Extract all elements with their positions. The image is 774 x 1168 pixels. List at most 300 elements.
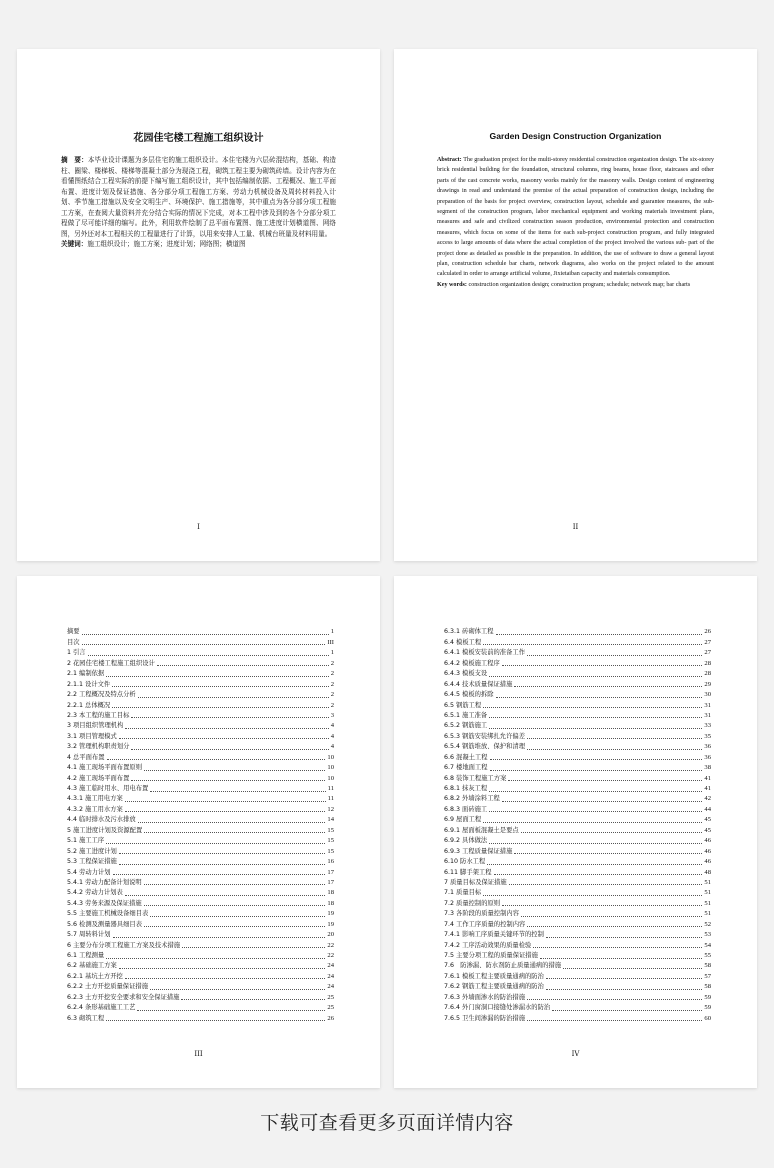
toc-entry-page: 30 <box>704 691 711 699</box>
toc-entry-label: 6.9 屋面工程 <box>444 816 482 824</box>
toc-entry <box>444 971 711 981</box>
toc-entry-page: 2 <box>330 691 334 699</box>
toc-entry-label: 5.6 检测及测量器具细目表 <box>67 920 142 928</box>
page-title-chinese: 花园佳宅楼工程施工组织设计 <box>133 133 264 144</box>
toc-entry-page: 36 <box>704 753 711 761</box>
toc-entry-label: 6.5.1 施工准备 <box>444 711 488 719</box>
toc-leader-dots <box>157 665 329 666</box>
toc-leader-dots <box>563 968 702 969</box>
toc-leader-dots <box>552 1010 702 1011</box>
toc-entry-page: 24 <box>327 972 334 980</box>
toc-entry-label: 6.9.2 具体做法 <box>444 837 488 845</box>
toc-entry-label: 4.1 施工现场平面布置原则 <box>67 764 142 772</box>
toc-entry <box>444 815 711 825</box>
toc-leader-dots <box>125 811 326 812</box>
toc-leader-dots <box>496 697 703 698</box>
table-of-contents <box>444 627 711 1024</box>
toc-leader-dots <box>527 926 702 927</box>
toc-entry-page: 35 <box>704 732 711 740</box>
toc-entry <box>67 982 334 992</box>
toc-leader-dots <box>138 697 329 698</box>
toc-entry <box>67 1013 334 1023</box>
toc-entry-page: 36 <box>704 743 711 751</box>
toc-entry-label: 6.5 钢筋工程 <box>444 701 482 709</box>
toc-entry <box>67 909 334 919</box>
toc-entry-page: 12 <box>327 805 334 813</box>
toc-entry-page: 44 <box>704 805 711 813</box>
toc-entry <box>67 857 334 867</box>
toc-leader-dots <box>144 884 326 885</box>
toc-leader-dots <box>521 832 703 833</box>
toc-entry-page: 10 <box>327 764 334 772</box>
toc-entry <box>67 836 334 846</box>
toc-entry <box>67 919 334 929</box>
toc-leader-dots <box>483 644 702 645</box>
toc-entry-label: 2 花园佳宅楼工程施工组织设计 <box>67 659 155 667</box>
abstract-english <box>437 155 714 290</box>
toc-entry <box>444 690 711 700</box>
toc-leader-dots <box>489 676 702 677</box>
toc-entry-page: 14 <box>327 816 334 824</box>
toc-leader-dots <box>490 759 703 760</box>
toc-leader-dots <box>125 801 326 802</box>
toc-entry-label: 3.2 管理机构职责划分 <box>67 743 130 751</box>
toc-leader-dots <box>88 655 329 656</box>
toc-entry <box>67 804 334 814</box>
toc-entry-page: 16 <box>327 858 334 866</box>
toc-leader-dots <box>540 958 703 959</box>
toc-entry-page: 45 <box>704 826 711 834</box>
toc-entry <box>67 971 334 981</box>
toc-entry-label: 7 质量目标及保证措施 <box>444 878 507 886</box>
toc-entry-page: 4 <box>330 732 334 740</box>
toc-leader-dots <box>119 738 329 739</box>
toc-entry-page: 54 <box>704 941 711 949</box>
toc-entry-page: 27 <box>704 649 711 657</box>
toc-entry-label: 3 项目组织管理机构 <box>67 722 124 730</box>
toc-entry-page: 10 <box>327 753 334 761</box>
toc-entry-label: 6.8 装饰工程施工方案 <box>444 774 507 782</box>
toc-leader-dots <box>106 958 325 959</box>
toc-entry <box>444 825 711 835</box>
toc-entry-label: 6.3.1 砖砌体工程 <box>444 628 494 636</box>
toc-entry <box>67 752 334 762</box>
toc-entry-page: 19 <box>327 910 334 918</box>
toc-entry-page: 29 <box>704 680 711 688</box>
toc-entry <box>67 878 334 888</box>
toc-entry-page: 2 <box>330 670 334 678</box>
toc-leader-dots <box>125 978 326 979</box>
toc-entry-label: 6.7 楼地面工程 <box>444 764 488 772</box>
toc-entry-page: III <box>327 638 334 646</box>
toc-leader-dots <box>138 822 326 823</box>
toc-entry <box>67 1003 334 1013</box>
toc-leader-dots <box>546 978 703 979</box>
abstract-label: 摘 要： <box>61 156 88 164</box>
toc-entry-label: 5.4.2 劳动力计划表 <box>67 889 123 897</box>
toc-entry-page: 46 <box>704 858 711 866</box>
toc-leader-dots <box>489 728 702 729</box>
document-page-4 <box>394 576 757 1088</box>
toc-entry <box>444 878 711 888</box>
page-number: I <box>197 523 200 531</box>
toc-entry-label: 6.6 混凝土工程 <box>444 753 488 761</box>
toc-leader-dots <box>144 770 325 771</box>
toc-entry-label: 5.4.1 劳动力配备计划说明 <box>67 878 142 886</box>
toc-entry <box>444 1013 711 1023</box>
abstract-text: The graduation project for the multi-storey residential construction organization design. The six-storey brick residential building for the foundation, structural columns, ring beams, house floor, staircases and other parts of the cast concrete works, masonry works mainly for the masonry walls. Design content of engineering drawings in read and understand the premise of the actual preparation of construction design, including the preparation of the basis for project overview, construction layout, schedule and guarantee measures, the sub-segment of the construction program, labor mechanical equipment and working materials investment plans, measures and safe and civilized construction season production, environmental protection and construction measures, which focus on some of the items for each sub-project construction program, and fully integrated access to large amounts of data where the actual completion of the project involved the various sub- part of the project done as detailed as possible in the preparation. In addition, the use of software to draw a general layout plan, construction schedule bar charts, network diagrams, also works on the project related to the amount calculated in order to arrange artificial volume, Jixietaiban capacity and materials consumption. <box>437 157 714 278</box>
toc-entry-label: 6.9.1 屋面板混凝土是要点 <box>444 826 519 834</box>
toc-entry-page: 59 <box>704 993 711 1001</box>
toc-entry-page: 2 <box>330 701 334 709</box>
toc-entry-page: 26 <box>327 1014 334 1022</box>
toc-entry <box>444 1003 711 1013</box>
toc-leader-dots <box>483 707 702 708</box>
toc-entry-page: 58 <box>704 983 711 991</box>
toc-entry-label: 2.2 工程概况及特点分析 <box>67 691 136 699</box>
toc-entry <box>67 846 334 856</box>
toc-entry-label: 6.2.3 土方开挖安全要求和安全保证措施 <box>67 993 180 1001</box>
toc-entry-label: 4 总平面布置 <box>67 753 105 761</box>
toc-entry <box>67 679 334 689</box>
toc-leader-dots <box>107 759 326 760</box>
toc-entry-page: 3 <box>330 711 334 719</box>
toc-leader-dots <box>82 644 326 645</box>
toc-entry-page: 22 <box>327 952 334 959</box>
toc-leader-dots <box>533 947 702 948</box>
toc-leader-dots <box>502 665 703 666</box>
toc-entry-page: 57 <box>704 972 711 980</box>
toc-leader-dots <box>113 874 326 875</box>
toc-leader-dots <box>125 728 328 729</box>
toc-entry-page: 15 <box>327 847 334 855</box>
toc-entry-page: 51 <box>704 899 711 907</box>
toc-entry <box>444 637 711 647</box>
toc-entry <box>67 888 334 898</box>
toc-entry <box>444 898 711 908</box>
toc-entry-label: 6.1 工程测量 <box>67 952 105 959</box>
toc-entry-label: 6.9.3 工程质量保证措施 <box>444 847 513 855</box>
toc-entry-label: 6.5.3 钢筋安装绑扎允许偏差 <box>444 732 525 740</box>
toc-entry-label: 6.4.2 模板施工程序 <box>444 659 500 667</box>
toc-entry-label: 摘要 <box>67 628 80 636</box>
toc-entry-label: 6.2.2 土方开挖质量保证措施 <box>67 983 148 991</box>
toc-leader-dots <box>150 916 325 917</box>
toc-entry-label: 6.4.1 模板安装前的准备工作 <box>444 649 525 657</box>
toc-leader-dots <box>144 926 325 927</box>
toc-entry-page: 22 <box>327 941 334 949</box>
toc-entry <box>444 752 711 762</box>
toc-entry <box>67 711 334 721</box>
toc-entry-page: 28 <box>704 659 711 667</box>
toc-entry-label: 6.5.4 钢筋堆放、保护和清理 <box>444 743 525 751</box>
toc-leader-dots <box>144 905 326 906</box>
toc-entry-page: 17 <box>327 878 334 886</box>
toc-entry-page: 51 <box>704 889 711 897</box>
toc-leader-dots <box>514 686 702 687</box>
toc-entry-label: 6 主要分布分项工程施工方案及技术措施 <box>67 941 181 949</box>
abstract-text: 本毕业设计课题为多层住宅的施工组织设计。本住宅楼为六层砖混结构，基础、构造柱、圈梁、楼梯板、楼梯等混凝土部分为现浇工程，砌筑工程主要为砌筑砖墙。设计内容为在看懂图纸结合工程实际的前提下编写施工组织设计，其中包括编制依据、工程概况、施工平面布置、进度计划及保证措施、各分部分项工程施工方案、劳动力机械设备及周转材料投入计划、季节施工措施以及安全文明生产、环境保护、施工措施等，其中重点为各分部分项工程施工方案，在查阅大量资料并充分结合实际的情况下完成，对本工程中涉及到的各个分部分项工程做了尽可能详细的编写。此外，利用软件绘制了总平面布置图、施工进度计划横道图、网络图，另外还对本工程相关的工程量进行了计算，以用来安排人工量、机械台班量及材料用量。 <box>61 156 337 238</box>
toc-leader-dots <box>483 895 702 896</box>
toc-entry <box>444 836 711 846</box>
toc-leader-dots <box>112 686 328 687</box>
keywords-text: 施工组织设计；施工方案；进度计划；网络图；横道图 <box>87 240 246 248</box>
toc-entry-page: 24 <box>327 962 334 970</box>
toc-entry <box>444 930 711 940</box>
toc-entry-page: 19 <box>327 920 334 928</box>
toc-entry-page: 41 <box>704 785 711 792</box>
toc-entry-page: 33 <box>704 722 711 730</box>
toc-entry-label: 6.8.1 抹灰工程 <box>444 785 488 792</box>
toc-entry-page: 11 <box>327 795 334 803</box>
toc-leader-dots <box>489 717 702 718</box>
toc-entry-page: 26 <box>704 628 711 636</box>
toc-leader-dots <box>509 884 703 885</box>
toc-entry-label: 7.3 各阶段的质量控制内容 <box>444 910 519 918</box>
toc-entry-page: 31 <box>704 701 711 709</box>
document-page-3 <box>17 576 380 1088</box>
toc-entry <box>444 919 711 929</box>
toc-entry-label: 6.2.1 基坑土方开挖 <box>67 972 123 980</box>
toc-entry-label: 6.8.2 外墙涂料工程 <box>444 795 500 803</box>
toc-leader-dots <box>489 843 702 844</box>
toc-entry <box>67 825 334 835</box>
toc-entry <box>444 679 711 689</box>
toc-entry-label: 7.4.1 影响工序质量关键环节的控制 <box>444 931 544 939</box>
toc-leader-dots <box>106 676 328 677</box>
toc-entry-label: 4.3 施工临时用水、用电布置 <box>67 785 149 792</box>
toc-entry-label: 6.2 基础施工方案 <box>67 962 117 970</box>
toc-leader-dots <box>527 1020 702 1021</box>
toc-entry-label: 2.3 本工程的施工目标 <box>67 711 130 719</box>
toc-entry <box>444 804 711 814</box>
toc-entry-label: 5.1 施工工序 <box>67 837 105 845</box>
toc-entry <box>444 846 711 856</box>
toc-entry-label: 7.4.2 工序活动效果的质量检验 <box>444 941 532 949</box>
toc-entry <box>444 784 711 794</box>
keywords-chinese <box>61 239 336 250</box>
toc-leader-dots <box>527 999 702 1000</box>
toc-entry <box>67 794 334 804</box>
toc-entry-page: 15 <box>327 826 334 834</box>
toc-leader-dots <box>137 1010 325 1011</box>
toc-entry-label: 5.4 劳动力计划 <box>67 868 111 876</box>
toc-leader-dots <box>508 780 702 781</box>
toc-entry <box>67 951 334 961</box>
toc-entry-label: 4.2 施工现场平面布置 <box>67 774 130 782</box>
toc-entry-page: 25 <box>327 993 334 1001</box>
toc-entry-label: 目次 <box>67 638 80 646</box>
toc-entry-page: 58 <box>704 962 711 970</box>
toc-entry <box>67 930 334 940</box>
toc-entry-label: 2.2.1 总体概况 <box>67 701 111 709</box>
toc-leader-dots <box>119 853 326 854</box>
toc-entry <box>444 794 711 804</box>
toc-entry-label: 7.1 质量目标 <box>444 889 482 897</box>
toc-entry-page: 18 <box>327 899 334 907</box>
toc-leader-dots <box>502 801 703 802</box>
toc-entry-label: 5.7 周转料计划 <box>67 931 111 939</box>
toc-entry-page: 41 <box>704 774 711 782</box>
toc-entry-page: 38 <box>704 764 711 772</box>
toc-entry-page: 10 <box>327 774 334 782</box>
toc-entry <box>444 909 711 919</box>
toc-entry-label: 7.6.5 卫生间渗漏的防治措施 <box>444 1014 525 1022</box>
table-of-contents <box>67 627 334 1024</box>
toc-entry <box>444 867 711 877</box>
toc-entry <box>444 992 711 1002</box>
toc-entry-page: 59 <box>704 1004 711 1012</box>
toc-entry <box>67 648 334 658</box>
toc-entry-label: 7.6.3 外墙面渗水的防治措施 <box>444 993 525 1001</box>
toc-entry-page: 1 <box>330 628 334 636</box>
toc-leader-dots <box>527 655 702 656</box>
toc-entry-page: 4 <box>330 722 334 730</box>
toc-leader-dots <box>527 738 702 739</box>
keywords-label: Key words: <box>437 281 467 288</box>
toc-entry-page: 2 <box>330 659 334 667</box>
toc-entry-label: 7.5 主要分项工程的质量保证措施 <box>444 952 538 959</box>
toc-entry-page: 2 <box>330 680 334 688</box>
toc-entry-label: 6.2.4 条形基础施工工艺 <box>67 1004 136 1012</box>
toc-leader-dots <box>514 853 702 854</box>
toc-leader-dots <box>487 864 702 865</box>
toc-entry-label: 7.4 工作工序质量的控制内容 <box>444 920 526 928</box>
toc-entry-label: 1 引言 <box>67 649 86 657</box>
toc-entry-label: 7.6.1 模板工程主要质量通病的防治 <box>444 972 544 980</box>
toc-leader-dots <box>119 968 326 969</box>
download-caption: 下载可查看更多页面详情内容 <box>260 1112 514 1134</box>
page-title-english: Garden Design Construction Organization <box>489 131 662 141</box>
abstract-chinese <box>61 155 336 250</box>
toc-leader-dots <box>489 811 702 812</box>
toc-entry <box>67 992 334 1002</box>
toc-entry-label: 6.4.4 技术质量保证措施 <box>444 680 513 688</box>
toc-entry-label: 7.6.4 外门窗洞口接缝处渗漏水的防治 <box>444 1004 551 1012</box>
document-page-1 <box>17 49 380 561</box>
toc-entry-page: 1 <box>330 649 334 657</box>
toc-entry-label: 5.2 施工进度计划 <box>67 847 117 855</box>
toc-leader-dots <box>527 749 702 750</box>
toc-entry-label: 4.3.1 施工用电方案 <box>67 795 123 803</box>
toc-entry-label: 2.1.1 设计文件 <box>67 680 111 688</box>
toc-leader-dots <box>546 937 703 938</box>
toc-leader-dots <box>106 1020 325 1021</box>
toc-entry <box>67 637 334 647</box>
toc-leader-dots <box>546 989 703 990</box>
toc-entry-page: 60 <box>704 1014 711 1022</box>
page-number: II <box>572 523 579 531</box>
toc-entry <box>67 763 334 773</box>
toc-entry-page: 25 <box>327 1004 334 1012</box>
toc-entry-label: 6.4.3 模板支设 <box>444 670 488 678</box>
toc-entry-page: 24 <box>327 983 334 991</box>
toc-entry <box>67 627 334 637</box>
document-page-2 <box>394 49 757 561</box>
toc-entry <box>444 669 711 679</box>
toc-entry-page: 4 <box>330 743 334 751</box>
toc-entry-label: 5.3 工程保证措施 <box>67 858 117 866</box>
toc-entry <box>67 742 334 752</box>
toc-entry <box>67 773 334 783</box>
toc-entry <box>444 773 711 783</box>
toc-entry-label: 6.5.2 钢筋施工 <box>444 722 488 730</box>
keywords-label: 关键词： <box>61 240 88 248</box>
toc-leader-dots <box>131 749 328 750</box>
toc-entry-label: 6.11 脚手架工程 <box>444 868 492 876</box>
toc-entry-label: 6.4.5 模板的拆除 <box>444 691 494 699</box>
toc-entry <box>444 961 711 971</box>
toc-leader-dots <box>181 999 325 1000</box>
page-number: III <box>194 1050 203 1058</box>
toc-entry <box>444 940 711 950</box>
toc-entry-label: 7.2 质量控制的原则 <box>444 899 501 907</box>
toc-entry-page: 27 <box>704 638 711 646</box>
toc-entry <box>444 711 711 721</box>
toc-entry <box>444 982 711 992</box>
toc-leader-dots <box>113 937 326 938</box>
toc-entry-label: 7.6.2 钢筋工程主要质量通病的防治 <box>444 983 544 991</box>
toc-entry-page: 42 <box>704 795 711 803</box>
toc-entry-page: 51 <box>704 910 711 918</box>
abstract-label: Abstract: <box>437 157 462 163</box>
toc-entry-label: 4.4 临时排水及污水排放 <box>67 816 136 824</box>
toc-entry <box>67 721 334 731</box>
toc-leader-dots <box>502 905 702 906</box>
toc-leader-dots <box>521 916 702 917</box>
toc-entry-label: 3.1 项目管理模式 <box>67 732 117 740</box>
toc-entry <box>444 857 711 867</box>
toc-entry-page: 52 <box>704 920 711 928</box>
toc-entry-page: 53 <box>704 931 711 939</box>
toc-leader-dots <box>150 791 325 792</box>
toc-leader-dots <box>496 634 703 635</box>
toc-entry-label: 6.4 模板工程 <box>444 638 482 646</box>
toc-entry-label: 7.6 防渗漏、防水剂防止质量通病的措施 <box>444 962 562 970</box>
toc-entry <box>444 731 711 741</box>
toc-entry-page: 51 <box>704 878 711 886</box>
toc-leader-dots <box>125 895 326 896</box>
toc-entry-label: 4.3.2 施工用水方案 <box>67 805 123 813</box>
toc-entry-page: 31 <box>704 711 711 719</box>
toc-entry <box>67 898 334 908</box>
toc-entry <box>67 961 334 971</box>
toc-entry-page: 15 <box>327 837 334 845</box>
toc-leader-dots <box>490 770 703 771</box>
keywords-text: construction organization design; construction program; schedule; network map; bar charts <box>468 281 691 288</box>
toc-leader-dots <box>150 989 325 990</box>
toc-entry <box>67 700 334 710</box>
toc-leader-dots <box>119 864 326 865</box>
toc-entry <box>67 731 334 741</box>
toc-entry-label: 6.10 防水工程 <box>444 858 486 866</box>
toc-leader-dots <box>131 780 325 781</box>
toc-entry-page: 46 <box>704 847 711 855</box>
toc-entry-page: 28 <box>704 670 711 678</box>
toc-leader-dots <box>112 707 328 708</box>
toc-entry-label: 6.3 砌筑工程 <box>67 1014 105 1022</box>
toc-entry <box>67 940 334 950</box>
toc-entry-label: 5.5 主要施工机械设备细目表 <box>67 910 149 918</box>
toc-entry-label: 2.1 编制依据 <box>67 670 105 678</box>
toc-entry <box>444 627 711 637</box>
toc-leader-dots <box>82 634 329 635</box>
toc-entry-page: 48 <box>704 868 711 876</box>
toc-leader-dots <box>106 843 325 844</box>
toc-leader-dots <box>489 791 702 792</box>
toc-entry <box>444 763 711 773</box>
toc-leader-dots <box>483 822 702 823</box>
